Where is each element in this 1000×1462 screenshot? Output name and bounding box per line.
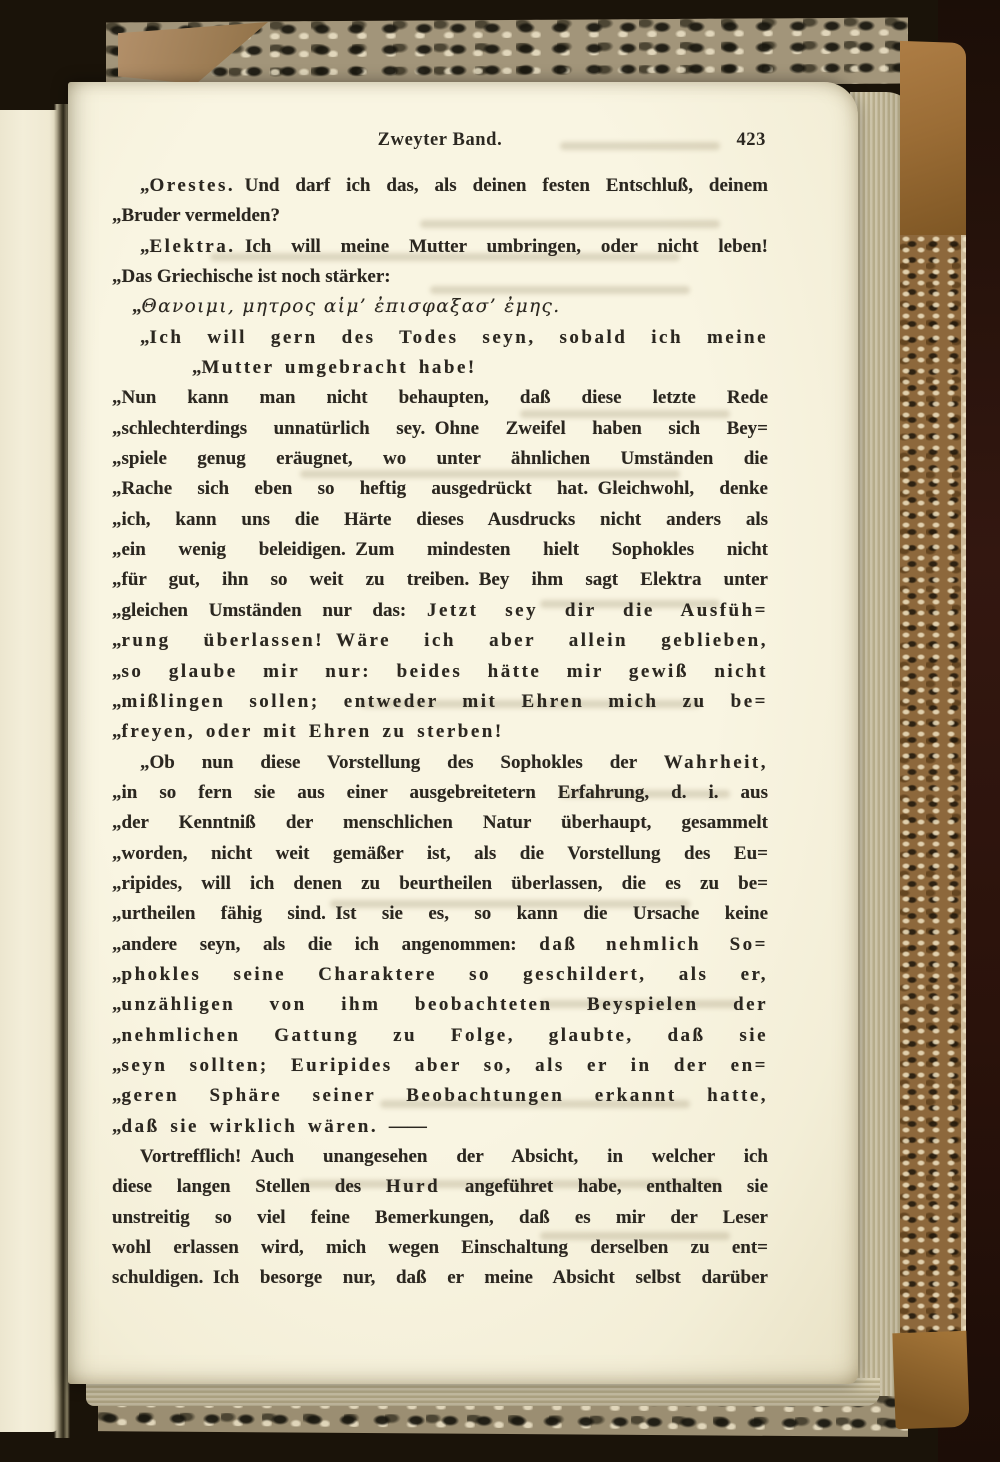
text-line [112, 717, 768, 747]
text-line [112, 292, 768, 322]
text-segment: „ [140, 235, 150, 257]
text-line [112, 626, 768, 656]
text-segment: „Das Griechische ist noch stärker: [112, 266, 391, 288]
text-line [112, 474, 768, 504]
text-segment: rung überlassen! Wäre ich aber allein geblieben, [121, 630, 768, 652]
text-segment: „schlechterdings unnatürlich sey. Ohne Zweifel haben sich Bey= [112, 417, 768, 439]
text-segment: Vortrefflich! Auch unangesehen der Absicht, in welcher ich [140, 1146, 768, 1167]
text-segment: Hurd [385, 1176, 441, 1198]
text-segment: „Rache sich eben so heftig ausgedrückt hat. Gleichwohl, denke [112, 478, 768, 500]
text-segment: seyn sollten; Euripides aber so, als er in der en= [121, 1054, 768, 1076]
text-segment: „ [112, 660, 122, 682]
text-segment: unstreitig so viel feine Bemerkungen, daß es mir der Leser [112, 1206, 768, 1228]
text-line [112, 201, 768, 231]
text-segment: daß nehmlich So= [539, 933, 768, 955]
text-segment: angeführet habe, enthalten sie [440, 1176, 769, 1198]
text-line [112, 808, 768, 838]
text-line [112, 353, 768, 383]
text-segment: „für gut, ihn so weit zu treiben. Bey ihm sagt Elektra unter [112, 569, 768, 591]
text-segment: Elektra. [149, 235, 236, 257]
text-line [112, 990, 768, 1020]
text-block [112, 171, 768, 1294]
text-segment: „Ob nun diese Vorstellung des Sophokles der [140, 751, 664, 773]
text-segment: „ [140, 326, 150, 348]
text-line [112, 687, 768, 717]
text-line [112, 383, 768, 413]
text-line [112, 1051, 768, 1081]
text-line [112, 262, 768, 292]
text-segment: „ [112, 1024, 122, 1046]
text-line [112, 1081, 768, 1111]
text-line [112, 505, 768, 535]
text-segment: Und darf ich das, als deinen festen Entschluß, deinem [235, 175, 768, 196]
text-segment: Wahrheit, [663, 751, 768, 773]
text-segment: freyen, oder mit Ehren zu sterben! [121, 721, 504, 743]
text-line [112, 565, 768, 595]
text-segment: —— [388, 1115, 427, 1137]
text-segment: Orestes. [149, 175, 236, 196]
text-segment: „worden, nicht weit gemäßer ist, als die Vorstellung des Eu= [112, 842, 768, 864]
text-segment: Mutter umgebracht habe! [201, 357, 477, 379]
text-line [112, 778, 768, 808]
text-segment: „der Kenntniß der menschlichen Natur überhaupt, gesammelt [112, 812, 768, 834]
text-segment: „ [112, 963, 122, 985]
text-segment: „ [112, 690, 122, 712]
text-segment: daß sie wirklich wären. [121, 1115, 389, 1137]
text-segment: „ [112, 721, 122, 743]
text-line [112, 323, 768, 353]
text-line [112, 1172, 768, 1202]
text-line [112, 839, 768, 869]
text-segment: „ [140, 175, 150, 196]
text-line [112, 1263, 768, 1293]
text-line [112, 596, 768, 626]
text-segment: „ [192, 357, 202, 379]
text-segment: „ [112, 630, 122, 652]
text-segment: phokles seine Charaktere so geschildert, als er, [121, 963, 768, 985]
text-segment: geren Sphäre seiner Beobachtungen erkannt hatte, [121, 1085, 768, 1107]
greek-quote-text: Θανοιμι, μητρος αἱμ’ ἐπισφαξασ’ ἐμης. [141, 296, 561, 318]
text-segment: „spiele genug eräugnet, wo unter ähnlichen Umständen die [112, 448, 768, 470]
text-line [112, 960, 768, 990]
text-segment: wohl erlassen wird, mich wegen Einschaltung derselben zu ent= [112, 1237, 768, 1259]
text-segment: „Bruder vermelden? [112, 205, 280, 227]
text-segment: diese langen Stellen des [112, 1176, 386, 1198]
text-line [112, 414, 768, 444]
text-segment: Ich will gern des Todes seyn, sobald ich meine [149, 326, 768, 348]
text-segment: Ich will meine Mutter umbringen, oder nicht leben! [235, 235, 768, 257]
text-line [112, 1021, 768, 1051]
text-segment: „ [112, 1054, 122, 1076]
text-line [112, 1233, 768, 1263]
text-line [112, 171, 768, 201]
text-line [112, 232, 768, 262]
text-line [112, 1203, 768, 1233]
text-line [112, 444, 768, 474]
text-line [112, 748, 768, 778]
text-segment: „gleichen Umständen nur das: [112, 599, 427, 621]
text-segment: mißlingen sollen; entweder mit Ehren mich zu be= [121, 690, 768, 712]
text-segment: „ [112, 1115, 122, 1137]
text-line [112, 930, 768, 960]
text-segment: „urtheilen fähig sind. Ist sie es, so kann die Ursache keine [112, 903, 768, 925]
page-number: 423 [736, 130, 766, 150]
text-segment: „ [112, 1085, 122, 1107]
text-line [112, 535, 768, 565]
text-segment: „andere seyn, als die ich angenommen: [112, 933, 540, 955]
page-header [112, 130, 768, 156]
text-segment: „ich, kann uns die Härte dieses Ausdrucks nicht anders als [112, 508, 768, 530]
text-segment: „ [112, 994, 122, 1016]
text-segment: „in so fern sie aus einer ausgebreitetern Erfahrung, d. i. aus [112, 781, 768, 803]
text-segment: „Nun kann man nicht behaupten, daß diese letzte Rede [112, 387, 768, 409]
text-line [112, 899, 768, 929]
running-title: Zweyter Band. [377, 130, 503, 150]
text-line [112, 869, 768, 899]
text-line [112, 1142, 768, 1172]
text-line [112, 1112, 768, 1142]
text-segment: so glaube mir nur: beides hätte mir gewiß nicht [121, 660, 768, 682]
text-segment: nehmlichen Gattung zu Folge, glaubte, daß sie [121, 1024, 768, 1046]
text-segment: schuldigen. Ich besorge nur, daß er meine Absicht selbst darüber [112, 1267, 768, 1289]
text-segment: „ [132, 296, 142, 318]
text-line [112, 657, 768, 687]
text-segment: „ein wenig beleidigen. Zum mindesten hielt Sophokles nicht [112, 539, 768, 561]
text-segment: unzähligen von ihm beobachteten Beyspielen der [121, 994, 768, 1016]
text-segment: Jetzt sey dir die Ausfüh= [426, 599, 769, 621]
text-segment: „ripides, will ich denen zu beurtheilen überlassen, die es zu be= [112, 872, 768, 894]
